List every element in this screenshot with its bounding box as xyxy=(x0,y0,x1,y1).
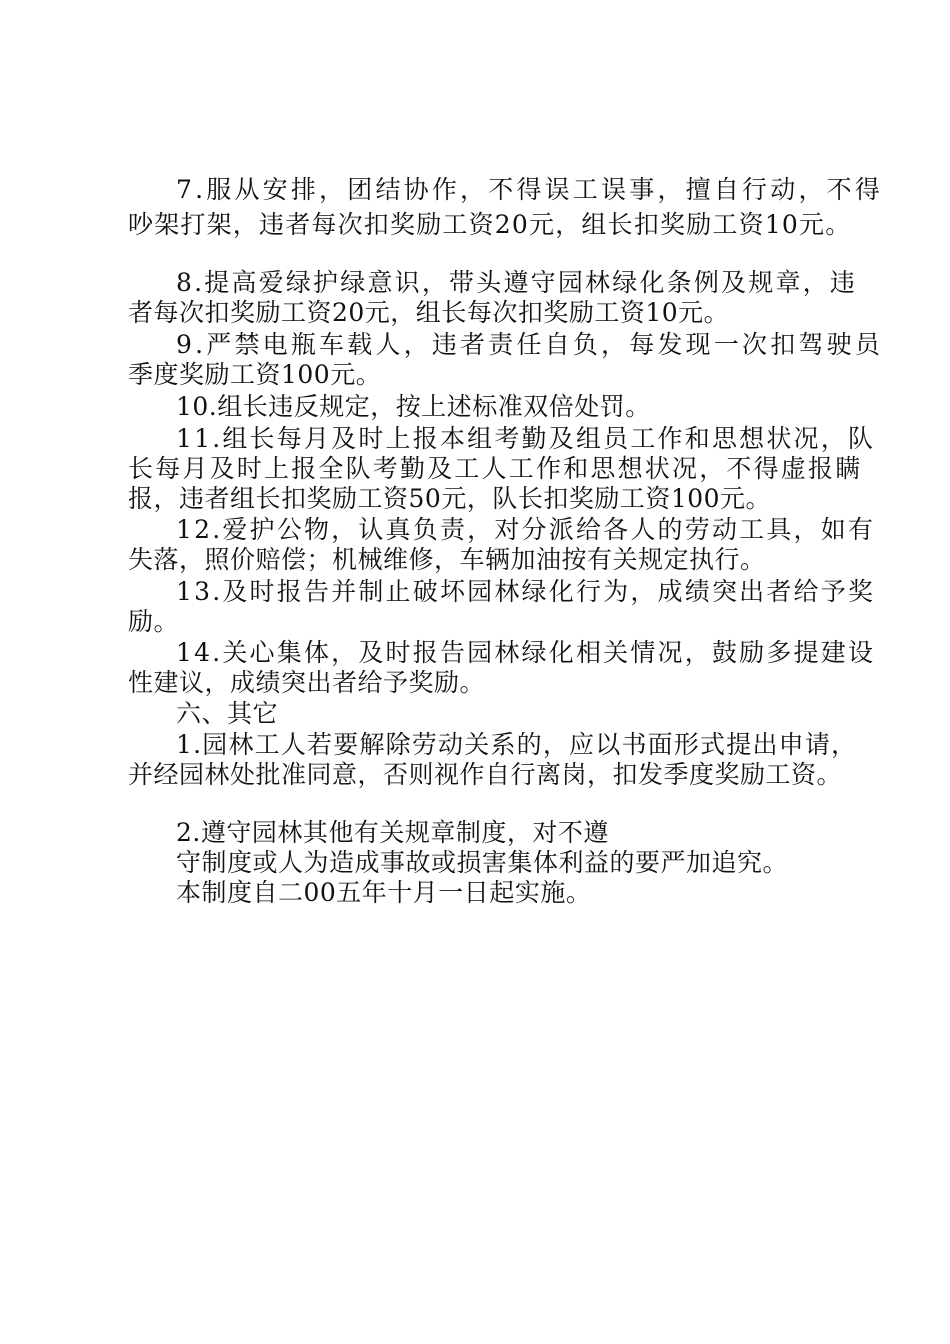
paragraph-line: 长每月及时上报全队考勤及工人工作和思想状况，不得虚报瞒 xyxy=(128,454,863,483)
paragraph-line: 10.组长违反规定，按上述标准双倍处罚。 xyxy=(176,392,651,421)
paragraph-line: 12.爱护公物，认真负责，对分派给各人的劳动工具，如有 xyxy=(176,515,876,544)
paragraph-line: 吵架打架，违者每次扣奖励工资20元，组长扣奖励工资10元。 xyxy=(128,210,852,239)
paragraph-line: 1.园林工人若要解除劳动关系的，应以书面形式提出申请， xyxy=(176,730,858,759)
paragraph-line: 11.组长每月及时上报本组考勤及组员工作和思想状况，队 xyxy=(176,424,876,453)
paragraph-line: 7.服从安排，团结协作，不得误工误事，擅自行动，不得 xyxy=(176,175,884,204)
paragraph-line: 性建议，成绩突出者给予奖励。 xyxy=(128,668,486,697)
paragraph-line: 8.提高爱绿护绿意识，带头遵守园林绿化条例及规章，违 xyxy=(176,268,858,297)
paragraph-line: 励。 xyxy=(128,607,180,636)
paragraph-line: 报，违者组长扣奖励工资50元，队长扣奖励工资100元。 xyxy=(128,484,772,513)
paragraph-line: 季度奖励工资100元。 xyxy=(128,360,382,389)
paragraph-line: 守制度或人为造成事故或损害集体利益的要严加追究。 xyxy=(176,848,789,877)
paragraph-line: 失落，照价赔偿；机械维修，车辆加油按有关规定执行。 xyxy=(128,545,766,574)
paragraph-line: 并经园林处批准同意，否则视作自行离岗，扣发季度奖励工资。 xyxy=(128,760,843,789)
paragraph-line: 9.严禁电瓶车载人，违者责任自负，每发现一次扣驾驶员 xyxy=(176,330,884,359)
paragraph-line: 13.及时报告并制止破坏园林绿化行为，成绩突出者给予奖 xyxy=(176,577,876,606)
paragraph-line: 2.遵守园林其他有关规章制度，对不遵 xyxy=(176,818,609,847)
paragraph-line: 14.关心集体，及时报告园林绿化相关情况，鼓励多提建设 xyxy=(176,638,876,667)
section-heading: 六、其它 xyxy=(176,699,279,728)
paragraph-line: 者每次扣奖励工资20元，组长每次扣奖励工资10元。 xyxy=(128,298,730,327)
paragraph-line: 本制度自二00五年十月一日起实施。 xyxy=(176,878,592,907)
